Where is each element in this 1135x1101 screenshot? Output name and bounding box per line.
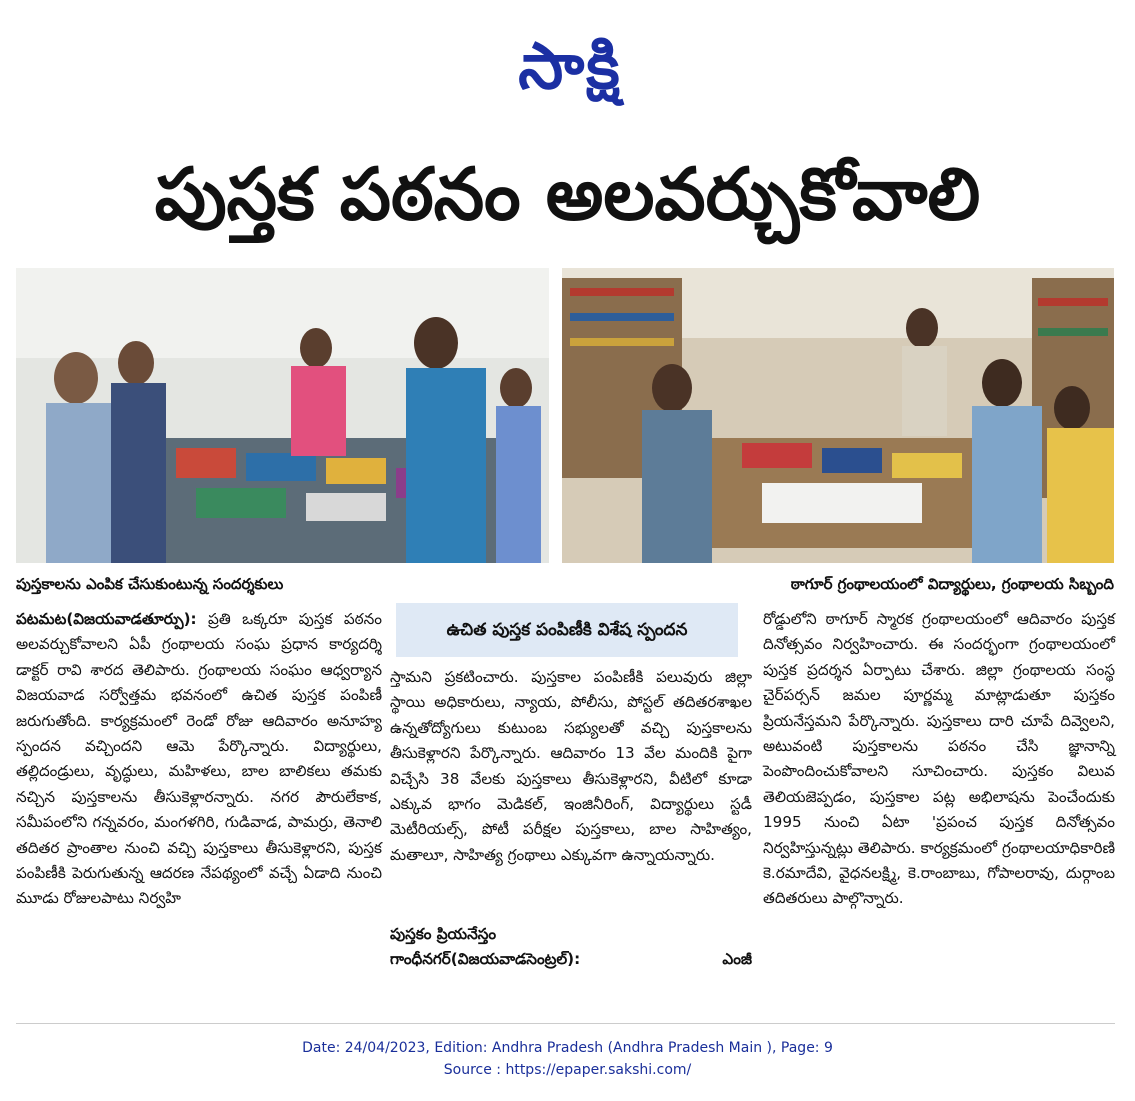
library-photo-illustration <box>562 268 1114 563</box>
caption-right: ఠాగూర్ గ్రంథాలయంలో విద్యార్థులు, గ్రంథాలయ సిబ్బంది <box>790 575 1114 593</box>
article2-body: రోడ్డులోని ఠాగూర్ స్మారక గ్రంథాలయంలో ఆదివారం పుస్తక దినోత్సవం నిర్వహించారు. ఈ సందర్భంగా గ్రంథాలయంలో పుస్తక ప్రదర్శన ఏర్పాటు చేశారు. జిల్లా గ్రంథాలయ సంస్థ చైర్‌పర్సన్ జమల పూర్ణమ్మ మాట్లాడుతూ పుస్తకం ప్రియనేస్తమని పేర్కొన్నారు. పుస్తకాలు దారి చూపే దివ్వెలని, అటువంటి పుస్తకాలను పఠనం చేసి జ్ఞానాన్ని పెంపొందించుకోవాలని సూచించారు. పుస్తకం విలువ తెలియజెప్పడం, పుస్తకాల పట్ల అభిలాషను పెంచేందుకు 1995 నుంచి ఏటా 'ప్రపంచ పుస్తక దినోత్సవం నిర్వహిస్తున్నట్లు తెలిపారు. కార్యక్రమంలో గ్రంథాలయాధికారిణి కె.రమాదేవి, వైధనలక్ష్మి, కె.రాంబాబు, గోపాలరావు, దుర్గాంబ తదితరులు పాల్గొన్నారు. <box>763 610 1115 908</box>
footer <box>0 1037 1135 1081</box>
footer-divider <box>16 1023 1115 1024</box>
photo-tagore-library <box>562 268 1114 563</box>
article1-body-part1: ప్రతి ఒక్కరూ పుస్తక పఠనం అలవర్చుకోవాలని ఏపీ గ్రంథాలయ సంఘ ప్రధాన కార్యదర్శి డాక్టర్ రావి శారద తెలిపారు. గ్రంథాలయ సంఘం ఆధ్వర్యాన విజయవాడ సర్వోత్తమ భవనంలో ఉచిత పుస్తక పంపిణీ జరుగుతోంది. కార్యక్రమంలో రెండో రోజు ఆదివారం అనూహ్య స్పందన వచ్చిందని ఆమె పేర్కొన్నారు. విద్యార్థులు, తల్లిదండ్రులు, వృద్ధులు, మహిళలు, బాల బాలికలు తమకు నచ్చిన పుస్తకాలను తీసుకెళ్లారన్నారు. నగర పౌరులేకాక, సమీపంలోని గన్నవరం, మంగళగిరి, గుడివాడ, పామర్రు, తెనాలి తదితర ప్రాంతాల నుంచి వచ్చి పుస్తకాలు తీసుకెళ్లారని, పుస్తక పంపిణీకి పెరుగుతున్న ఆదరణ నేపథ్యంలో వచ్చే ఏడాది నుంచి మూడు రోజులపాటు నిర్వహి <box>16 610 382 908</box>
article1-dateline: పటమట(విజయవాడతూర్పు): <box>16 610 197 628</box>
article2-dateline-right: ఎంజీ <box>722 950 752 969</box>
headline: పుస్తక పఠనం అలవర్చుకోవాలి <box>154 152 981 236</box>
article2-heading: పుస్తకం ప్రియనేస్తం <box>390 925 497 943</box>
footer-date-edition: Date: 24/04/2023, Edition: Andhra Pradesh (Andhra Pradesh Main ), Page: 9 <box>302 1040 833 1056</box>
article2-dateline: గాంధీనగర్(విజయవాడసెంట్రల్): <box>390 950 581 969</box>
article-column-1 <box>16 607 382 912</box>
article-column-2 <box>390 665 752 868</box>
article2-header <box>390 922 752 973</box>
crowd-photo-illustration <box>16 268 549 563</box>
sakshi-logo: సాక్షి <box>518 30 622 104</box>
photo-book-distribution <box>16 268 549 563</box>
article-column-3 <box>763 607 1115 912</box>
caption-left: పుస్తకాలను ఎంపిక చేసుకుంటున్న సందర్శకులు <box>16 575 284 593</box>
article1-subheading: ఉచిత పుస్తక పంపిణీకి విశేష స్పందన <box>396 603 738 657</box>
footer-source[interactable]: Source : https://epaper.sakshi.com/ <box>443 1062 692 1078</box>
article1-body-part2: స్తామని ప్రకటించారు. పుస్తకాల పంపిణీకి పలువురు జిల్లా స్థాయి అధికారులు, న్యాయ, పోలీసు, పోస్టల్ తదితరశాఖల ఉన్నతోద్యోగులు కుటుంబ సభ్యులతో వచ్చి పుస్తకాలను తీసుకెళ్లారని పేర్కొన్నారు. ఆదివారం 13 వేల మందికి పైగా విచ్చేసి 38 వేలకు పుస్తకాలు తీసుకెళ్లారని, వీటిలో కూడా ఎక్కువ భాగం మెడికల్, ఇంజినీరింగ్, విద్యార్థులు స్టడీ మెటీరియల్స్, పోటీ పరీక్షల పుస్తకాలు, బాల సాహిత్యం, మతాలూ, సాహిత్య గ్రంథాలు ఎక్కువగా ఉన్నాయన్నారు. <box>390 668 752 864</box>
masthead <box>0 0 1135 128</box>
